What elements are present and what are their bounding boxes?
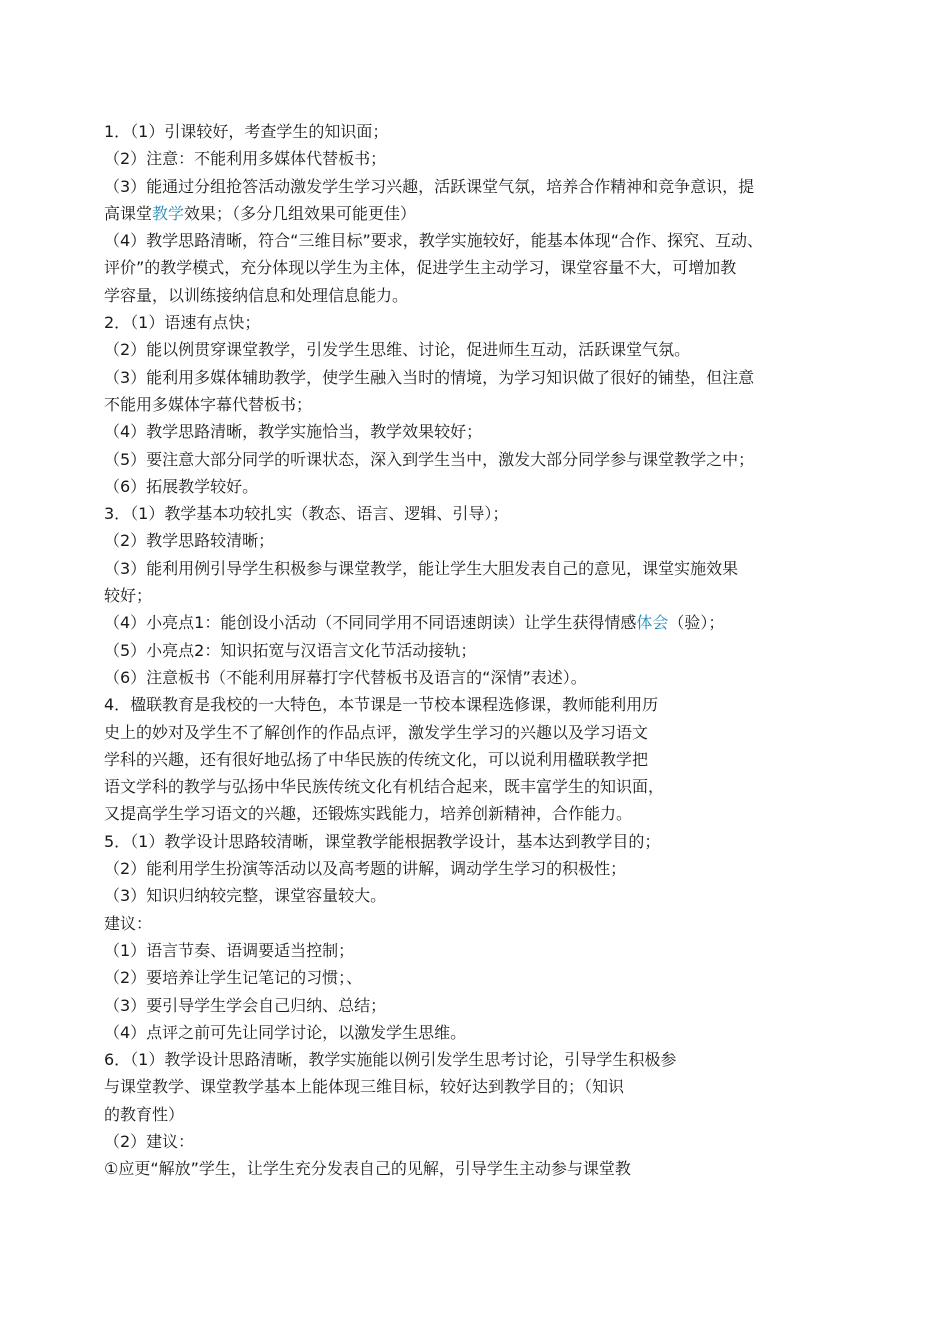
text-line: 较好； [104,586,153,606]
text-segment: （验）； [668,613,725,633]
text-line: 史上的妙对及学生不了解创作的作品点评，激发学生学习的兴趣以及学习语文 [104,722,649,742]
text-line: 2．（1）语速有点快； [104,313,261,333]
text-line: （4）教学思路清晰，教学实施恰当，教学效果较好； [104,422,483,442]
text-line: ①应更“解放”学生，让学生充分发表自己的见解，引导学生主动参与课堂教 [104,1159,631,1179]
text-line [104,200,864,227]
text-segment: （4）小亮点1：能创设小活动（不同同学用不同语速朗读）让学生获得情感 [104,613,637,633]
text-line: 又提高学生学习语文的兴趣，还锻炼实践能力，培养创新精神，合作能力。 [104,804,633,824]
text-line: 5．（1）教学设计思路较清晰，课堂教学能根据教学设计，基本达到教学目的； [104,831,661,851]
text-line: 与课堂教学、课堂教学基本上能体现三维目标，较好达到教学目的；（知识 [104,1077,625,1097]
text-line: （4）点评之前可先让同学讨论，以激发学生思维。 [104,1022,467,1042]
document-body [104,118,864,1183]
text-line: 4．楹联教育是我校的一大特色，本节课是一节校本课程选修课，教师能利用历 [104,695,659,715]
text-line: 语文学科的教学与弘扬中华民族传统文化有机结合起来，既丰富学生的知识面， [104,777,665,797]
text-line: 不能用多媒体字幕代替板书； [104,394,313,414]
text-line: （6）注意板书（不能利用屏幕打字代替板书及语言的“深情”表述）。 [104,667,587,687]
text-line: （3）能利用例引导学生积极参与课堂教学，能让学生大胆发表自己的意见，课堂实施效果 [104,558,739,578]
text-line: （2）建议： [104,1131,195,1151]
text-line: 1．（1）引课较好，考查学生的知识面； [104,122,389,141]
text-line: 6．（1）教学设计思路清晰，教学实施能以例引发学生思考讨论，引导学生积极参 [104,1050,677,1070]
text-line: （1）语言节奏、语调要适当控制； [104,940,355,960]
text-line: （5）小亮点2：知识拓宽与汉语言文化节活动接轨； [104,640,477,660]
text-line: （5）要注意大部分同学的听课状态，深入到学生当中，激发大部分同学参与课堂教学之中； [104,449,755,469]
text-line: （2）注意：不能利用多媒体代替板书； [104,149,387,169]
text-line: 学科的兴趣，还有很好地弘扬了中华民族的传统文化，可以说利用楹联教学把 [104,749,649,769]
text-line: （2）要培养让学生记笔记的习惯；、 [104,968,363,988]
text-line: （3）能通过分组抢答活动激发学生学习兴趣，活跃课堂气氛，培养合作精神和竞争意识，提 [104,176,755,196]
text-line: （4）教学思路清晰，符合“三维目标”要求，教学实施较好，能基本体现“合作、探究、互动、 [104,231,764,251]
inline-link[interactable]: 教学 [152,203,185,223]
text-line [104,609,864,636]
text-line: 学容量，以训练接纳信息和处理信息能力。 [104,285,409,305]
text-line: 的教育性） [104,1104,185,1124]
text-line: 建议： [104,913,153,933]
text-line: （2）能利用学生扮演等活动以及高考题的讲解，调动学生学习的积极性； [104,859,627,879]
text-line: （6）拓展教学较好。 [104,476,259,496]
text-line: （3）知识归纳较完整，课堂容量较大。 [104,886,387,906]
text-segment: 效果；（多分几组效果可能更佳） [184,203,417,223]
text-line: （2）教学思路较清晰； [104,531,275,551]
inline-link[interactable]: 体会 [636,613,669,633]
text-line: 评价”的教学模式，充分体现以学生为主体，促进学生主动学习，课堂容量不大，可增加教 [104,258,737,278]
text-line: （3）能利用多媒体辅助教学，使学生融入当时的情境，为学习知识做了很好的铺垫，但注意 [104,367,755,387]
text-line: （3）要引导学生学会自己归纳、总结； [104,995,387,1015]
text-segment: 高课堂 [104,203,153,223]
text-line: 3．（1）教学基本功较扎实（教态、语言、逻辑、引导）； [104,504,509,524]
text-line: （2）能以例贯穿课堂教学，引发学生思维、讨论，促进师生互动，活跃课堂气氛。 [104,340,691,360]
